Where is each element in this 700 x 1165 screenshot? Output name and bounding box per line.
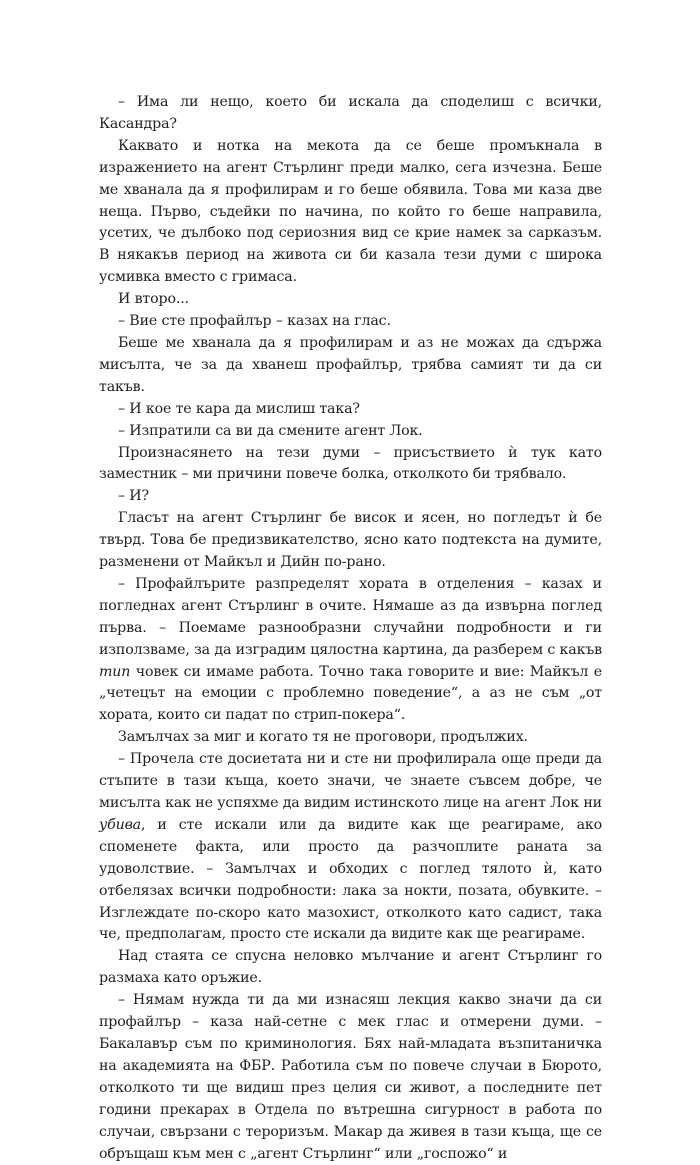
paragraph-text: – Профайлърите разпределят хората в отделения – казах и погледнах агент Стърлинг в очите. Нямаше аз да извърна поглед първа. – Поемаме разнообразни случайни подробности и ги използваме, за да изградим цялостна картина, да разберем с какъв (99, 575, 602, 658)
body-text (99, 92, 602, 1165)
paragraph-text: Над стаята се спусна неловко мълчание и агент Стърлинг го размаха като оръжие. (99, 948, 602, 987)
emphasis-text: убива (99, 816, 141, 833)
paragraph-text: , и сте искали или да видите как ще реагираме, ако споменете факта, или просто да разчоплите раната за удоволствие. – Замълчах и обходих с поглед тялото ѝ, като отбелязах всички подробности: лака за нокти, позата, обувките. – Изглеждате по-скоро като мазохист, отколкото като садист, така че, предполагам, просто сте искали да видите как ще реагираме. (99, 816, 602, 943)
paragraph-text: Замълчах за миг и когато тя не проговори, продължих. (118, 729, 528, 746)
emphasis-text: тип (99, 663, 131, 680)
paragraph-text: Каквато и нотка на мекота да се беше промъкнала в изражението на агент Стърлинг преди малко, сега изчезна. Беше ме хванала да я профилирам и го беше обявила. Това ми каза две неща. Първо, съдейки по начина, по който го беше направила, усетих, че дълбоко под сериозния вид се крие намек за сарказъм. В някакъв период на живота си би казала тези думи с широка усмивка вместо с гримаса. (99, 137, 602, 286)
paragraph (99, 486, 602, 508)
paragraph (99, 946, 602, 990)
paragraph (99, 749, 602, 946)
paragraph-text: Гласът на агент Стърлинг бе висок и ясен, но погледът ѝ бе твърд. Това бе предизвикателство, ясно като подтекста на думите, разменени от Майкъл и Дийн по-рано. (99, 510, 602, 571)
paragraph-text: – Вие сте профайлър – казах на глас. (118, 313, 391, 330)
paragraph-text: Беше ме хванала да я профилирам и аз не можах да сдържа мисълта, че за да хванеш профайлър, трябва самият ти да си такъв. (99, 334, 602, 395)
paragraph-text: – И кое те кара да мислиш така? (118, 400, 360, 417)
paragraph-text: И второ... (118, 291, 189, 308)
paragraph-text: Произнасянето на тези думи – присъствието ѝ тук като заместник – ми причини повече болка, отколкото би трябвало. (99, 444, 602, 483)
paragraph (99, 727, 602, 749)
paragraph (99, 136, 602, 289)
paragraph (99, 421, 602, 443)
paragraph-text: – И? (118, 488, 149, 505)
paragraph (99, 399, 602, 421)
paragraph-text: човек си имаме работа. Точно така говорите и вие: Майкъл е „четецът на емоции с проблемно поведение“, а аз не съм „от хората, които си падат по стрип-покера“. (99, 663, 602, 724)
paragraph (99, 289, 602, 311)
paragraph-text: – Изпратили са ви да смените агент Лок. (118, 422, 423, 439)
paragraph (99, 508, 602, 574)
paragraph-text: – Има ли нещо, което би искала да споделиш с всички, Касандра? (99, 94, 602, 132)
paragraph (99, 311, 602, 333)
paragraph (99, 574, 602, 727)
paragraph (99, 92, 602, 136)
paragraph (99, 333, 602, 399)
paragraph (99, 990, 602, 1165)
paragraph (99, 443, 602, 487)
paragraph-text: – Прочела сте досиетата ни и сте ни профилирала още преди да стъпите в тази къща, което значи, че знаете съвсем добре, че мисълта как не успяхме да видим истинското лице на агент Лок ни (99, 751, 602, 811)
paragraph-text: – Нямам нужда ти да ми изнасяш лекция какво значи да си профайлър – каза най-сетне с мек глас и отмерени думи. – Бакалавър съм по криминология. Бях най-младата възпитаничка на академията на ФБР. Работила съм по повече случаи в Бюрото, отколкото ти ще видиш през целия си живот, а последните пет години прекарах в Отдела по вътрешна сигурност в работа по случаи, свързани с тероризъм. Макар да живея в тази къща, ще се обръщаш към мен с „агент Стърлинг“ или „госпожо“ и (99, 992, 602, 1162)
